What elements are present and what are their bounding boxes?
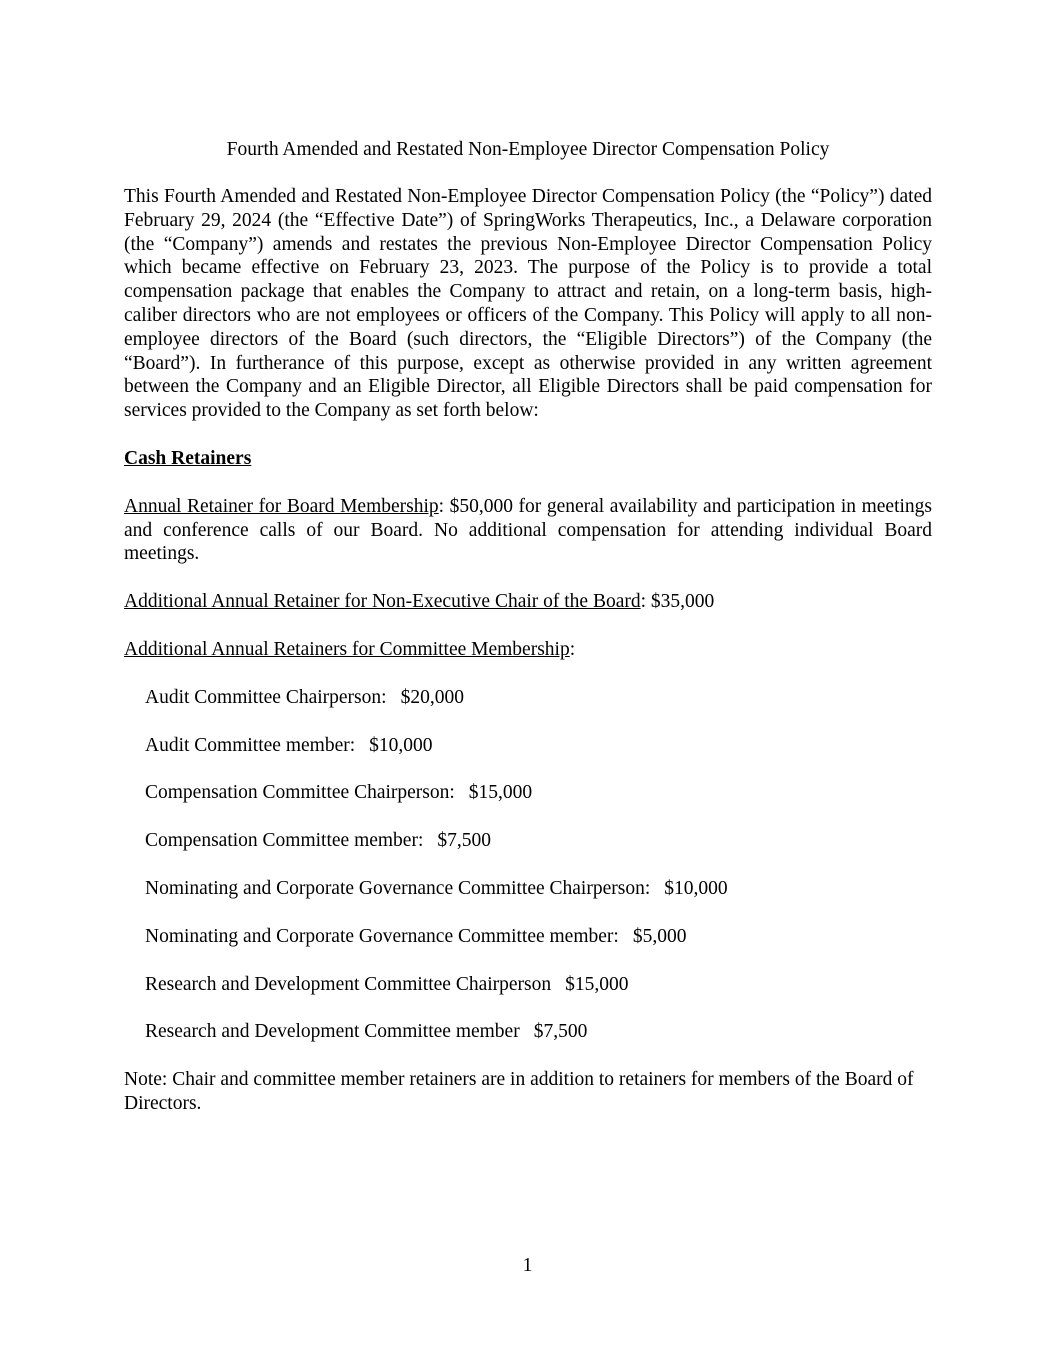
committee-role: Nominating and Corporate Governance Committee Chairperson: <box>145 877 651 899</box>
list-item <box>145 973 932 997</box>
committee-retainer <box>124 638 932 662</box>
chair-retainer-text: : $35,000 <box>640 591 715 613</box>
committee-role: Audit Committee Chairperson: <box>145 686 387 708</box>
document-page <box>124 138 932 1116</box>
committee-amount: $7,500 <box>533 1021 588 1043</box>
list-item <box>145 686 932 710</box>
list-item <box>145 734 932 758</box>
intro-paragraph: This Fourth Amended and Restated Non-Employee Director Compensation Policy (the “Policy”) dated February 29, 2024 (the “Effective Date”) of SpringWorks Therapeutics, Inc., a Delaware corporation (the “Company”) amends and restates the previous Non-Employee Director Compensation Policy which became effective on February 23, 2023. The purpose of the Policy is to provide a total compensation package that enables the Company to attract and retain, on a long-term basis, high-caliber directors who are not employees or officers of the Company. This Policy will apply to all non-employee directors of the Board (such directors, the “Eligible Directors”) of the Company (the “Board”). In furtherance of this purpose, except as otherwise provided in any written agreement between the Company and an Eligible Director, all Eligible Directors shall be paid compensation for services provided to the Company as set forth below: <box>124 186 932 422</box>
committee-retainer-text: : <box>569 638 576 660</box>
chair-retainer-label: Additional Annual Retainer for Non-Executive Chair of the Board <box>124 591 641 613</box>
board-membership-text: : $50,000 for general availability and participation in meetings and conference calls of our Board. No additional compensation for attending individual Board meetings. <box>124 495 932 565</box>
board-membership-retainer <box>124 495 932 566</box>
retainer-note: Note: Chair and committee member retainers are in addition to retainers for members of the Board of Directors. <box>124 1069 914 1114</box>
committee-role: Compensation Committee Chairperson: <box>145 782 455 804</box>
committee-role: Compensation Committee member: <box>145 830 424 852</box>
committee-amount: $10,000 <box>369 734 433 756</box>
document-title: Fourth Amended and Restated Non-Employee Director Compensation Policy <box>226 139 830 160</box>
list-item <box>145 781 932 805</box>
committee-role: Audit Committee member: <box>145 734 356 756</box>
committee-amount: $7,500 <box>437 830 491 852</box>
committee-amount: $5,000 <box>632 925 687 947</box>
committee-role: Nominating and Corporate Governance Committee member: <box>145 925 619 947</box>
committee-retainer-label: Additional Annual Retainers for Committee Membership <box>124 638 570 660</box>
list-item <box>145 877 932 901</box>
cash-retainers-heading: Cash Retainers <box>124 447 252 469</box>
list-item <box>145 925 932 949</box>
committee-retainer-list <box>124 686 932 1044</box>
committee-amount: $15,000 <box>468 782 533 804</box>
committee-role: Research and Development Committee Chairperson <box>145 973 552 995</box>
list-item <box>145 829 932 853</box>
committee-amount: $10,000 <box>664 877 728 899</box>
committee-role: Research and Development Committee member <box>145 1021 520 1043</box>
list-item <box>145 1020 932 1044</box>
committee-amount: $15,000 <box>565 973 629 995</box>
chair-retainer <box>124 590 932 614</box>
board-membership-label: Annual Retainer for Board Membership <box>124 495 439 517</box>
committee-amount: $20,000 <box>400 686 464 708</box>
page-number: 1 <box>522 1255 533 1276</box>
